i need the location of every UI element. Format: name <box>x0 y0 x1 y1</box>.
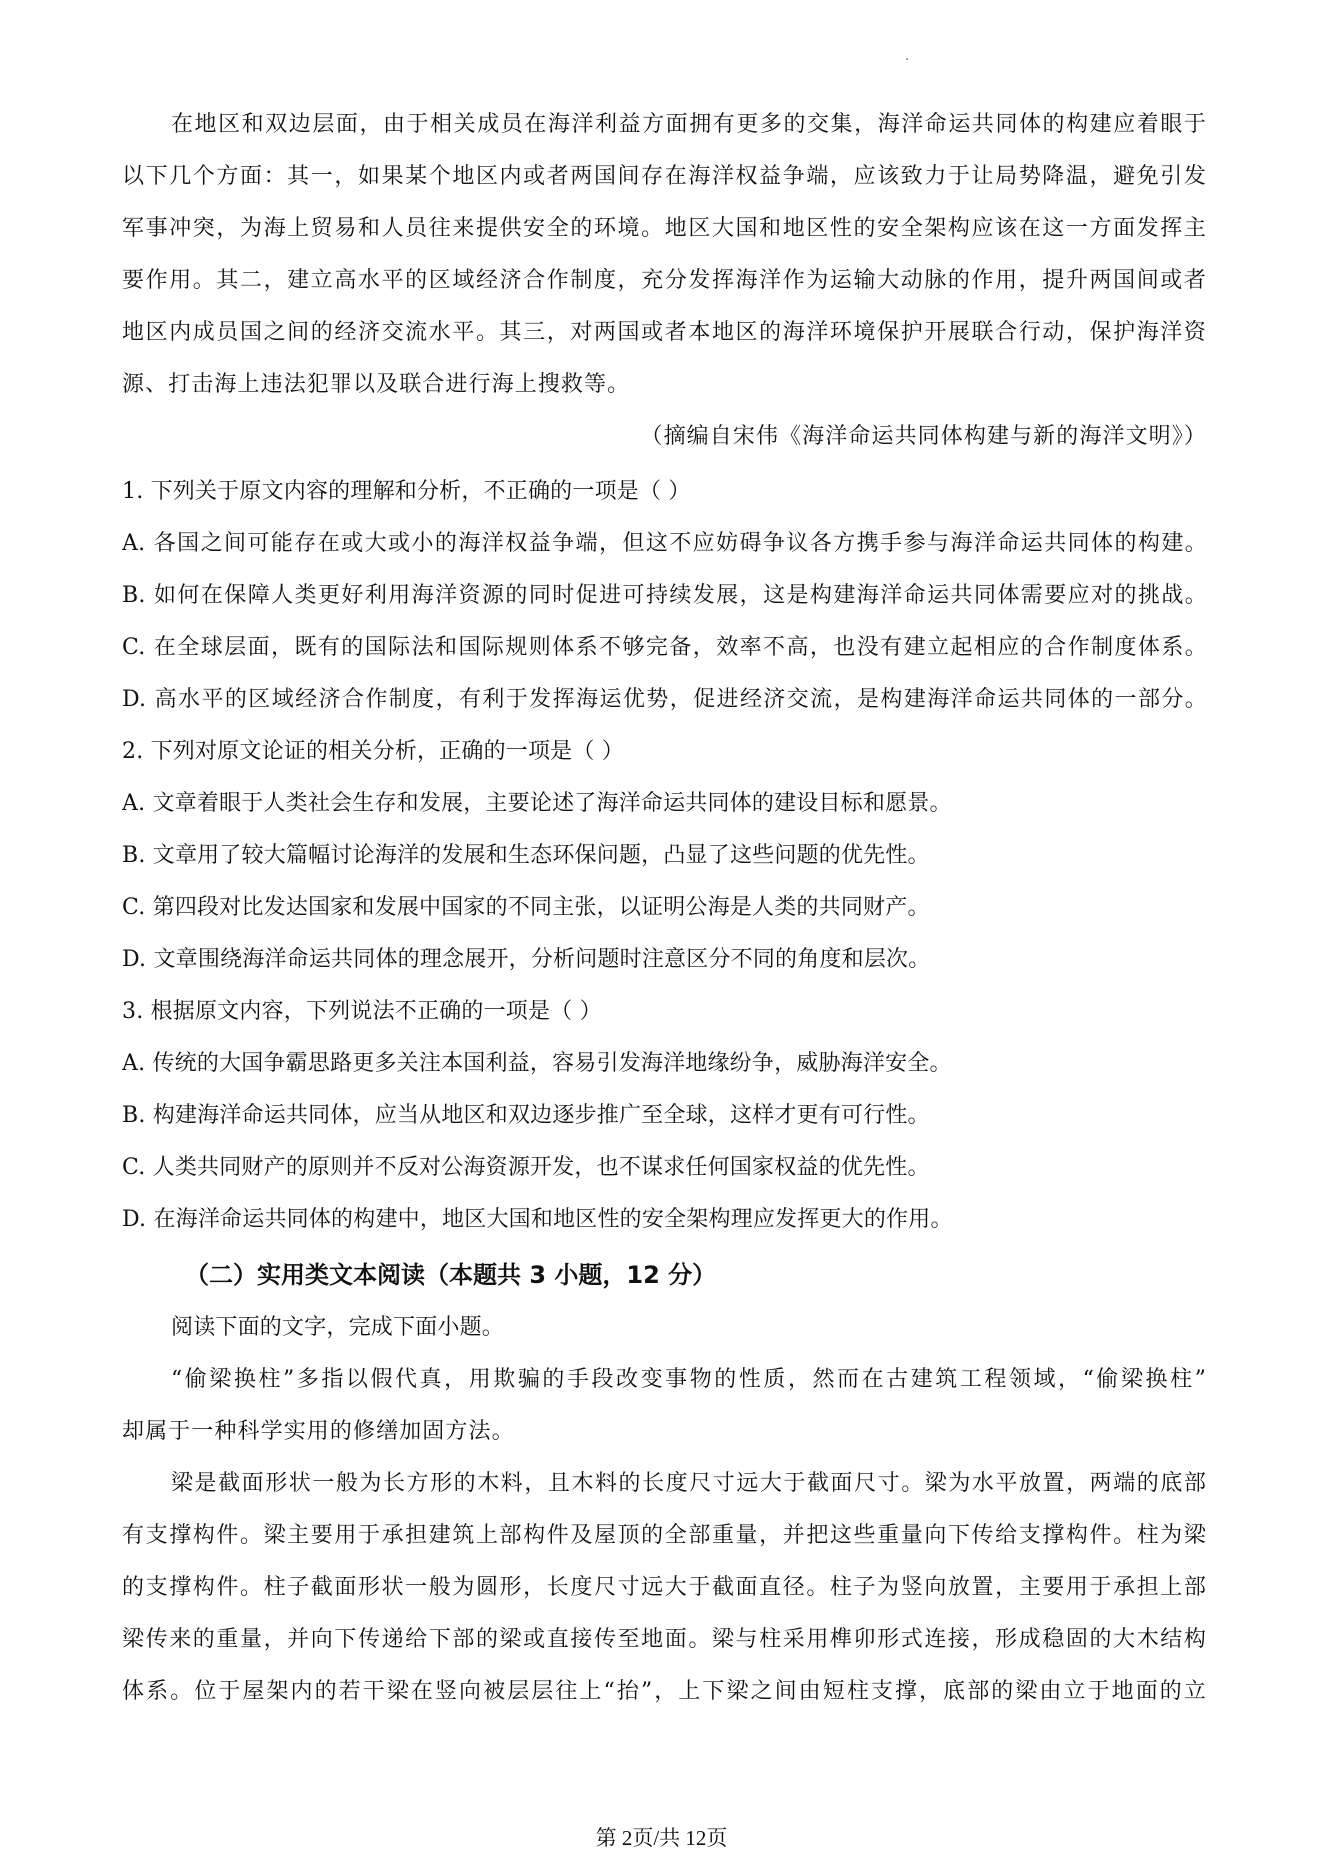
question-option[interactable]: A. 传统的大国争霸思路更多关注本国利益，容易引发海洋地缘纷争，威胁海洋安全。 <box>122 1051 952 1076</box>
section-heading: （二）实用类文本阅读（本题共 3 小题，12 分） <box>185 1261 717 1289</box>
question-option[interactable]: C. 人类共同财产的原则并不反对公海资源开发，也不谋求任何国家权益的优先性。 <box>122 1155 930 1180</box>
passage-line: 源、打击海上违法犯罪以及联合进行海上搜救等。 <box>122 372 631 397</box>
question-option[interactable]: D. 高水平的区域经济合作制度，有利于发挥海运优势，促进经济交流，是构建海洋命运共同体的一部分。 <box>122 687 1207 712</box>
page-number: 第 2页/共 12页 <box>595 1826 728 1850</box>
question-option[interactable]: A. 文章着眼于人类社会生存和发展，主要论述了海洋命运共同体的建设目标和愿景。 <box>122 791 952 816</box>
passage-line: 在地区和双边层面，由于相关成员在海洋利益方面拥有更多的交集，海洋命运共同体的构建应着眼于 <box>171 112 1207 137</box>
section-instruction: 阅读下面的文字，完成下面小题。 <box>171 1315 505 1340</box>
passage-line: “偷梁换柱”多指以假代真，用欺骗的手段改变事物的性质，然而在古建筑工程领域，“偷梁换柱” <box>171 1367 1207 1392</box>
question-option[interactable]: B. 构建海洋命运共同体，应当从地区和双边逐步推广至全球，这样才更有可行性。 <box>122 1103 930 1128</box>
question-option[interactable]: C. 第四段对比发达国家和发展中国家的不同主张，以证明公海是人类的共同财产。 <box>122 895 930 920</box>
question-option[interactable]: D. 在海洋命运共同体的构建中，地区大国和地区性的安全架构理应发挥更大的作用。 <box>122 1207 953 1232</box>
passage-line: 却属于一种科学实用的修缮加固方法。 <box>122 1419 515 1444</box>
passage-line: 要作用。其二，建立高水平的区域经济合作制度，充分发挥海洋作为运输大动脉的作用，提升两国间或者 <box>122 268 1207 293</box>
scan-speck <box>906 58 908 60</box>
passage-line: 军事冲突，为海上贸易和人员往来提供安全的环境。地区大国和地区性的安全架构应该在这一方面发挥主 <box>122 216 1207 241</box>
passage-line: 地区内成员国之间的经济交流水平。其三，对两国或者本地区的海洋环境保护开展联合行动，保护海洋资 <box>122 320 1207 345</box>
passage-line: 有支撑构件。梁主要用于承担建筑上部构件及屋顶的全部重量，并把这些重量向下传给支撑构件。柱为梁 <box>122 1523 1207 1548</box>
passage-line: 梁是截面形状一般为长方形的木料，且木料的长度尺寸远大于截面尺寸。梁为水平放置，两端的底部 <box>171 1471 1207 1496</box>
passage-line: 的支撑构件。柱子截面形状一般为圆形，长度尺寸远大于截面直径。柱子为竖向放置，主要用于承担上部 <box>122 1575 1207 1600</box>
question-stem: 1. 下列关于原文内容的理解和分析，不正确的一项是（ ） <box>122 479 691 504</box>
question-stem: 2. 下列对原文论证的相关分析，正确的一项是（ ） <box>122 739 624 764</box>
question-option[interactable]: B. 文章用了较大篇幅讨论海洋的发展和生态环保问题，凸显了这些问题的优先性。 <box>122 843 930 868</box>
question-option[interactable]: B. 如何在保障人类更好利用海洋资源的同时促进可持续发展，这是构建海洋命运共同体需要应对的挑战。 <box>122 583 1207 608</box>
question-option[interactable]: D. 文章围绕海洋命运共同体的理念展开，分析问题时注意区分不同的角度和层次。 <box>122 947 931 972</box>
passage-source: （摘编自宋伟《海洋命运共同体构建与新的海洋文明》） <box>640 424 1207 449</box>
passage-line: 以下几个方面：其一，如果某个地区内或者两国间存在海洋权益争端，应该致力于让局势降温，避免引发 <box>122 164 1207 189</box>
passage-line: 体系。位于屋架内的若干梁在竖向被层层往上“抬”，上下梁之间由短柱支撑，底部的梁由立于地面的立 <box>122 1679 1207 1704</box>
question-option[interactable]: A. 各国之间可能存在或大或小的海洋权益争端，但这不应妨碍争议各方携手参与海洋命运共同体的构建。 <box>122 531 1207 556</box>
passage-line: 梁传来的重量，并向下传递给下部的梁或直接传至地面。梁与柱采用榫卯形式连接，形成稳固的大木结构 <box>122 1627 1207 1652</box>
question-option[interactable]: C. 在全球层面，既有的国际法和国际规则体系不够完备，效率不高，也没有建立起相应的合作制度体系。 <box>122 635 1207 660</box>
question-stem: 3. 根据原文内容，下列说法不正确的一项是（ ） <box>122 999 602 1024</box>
